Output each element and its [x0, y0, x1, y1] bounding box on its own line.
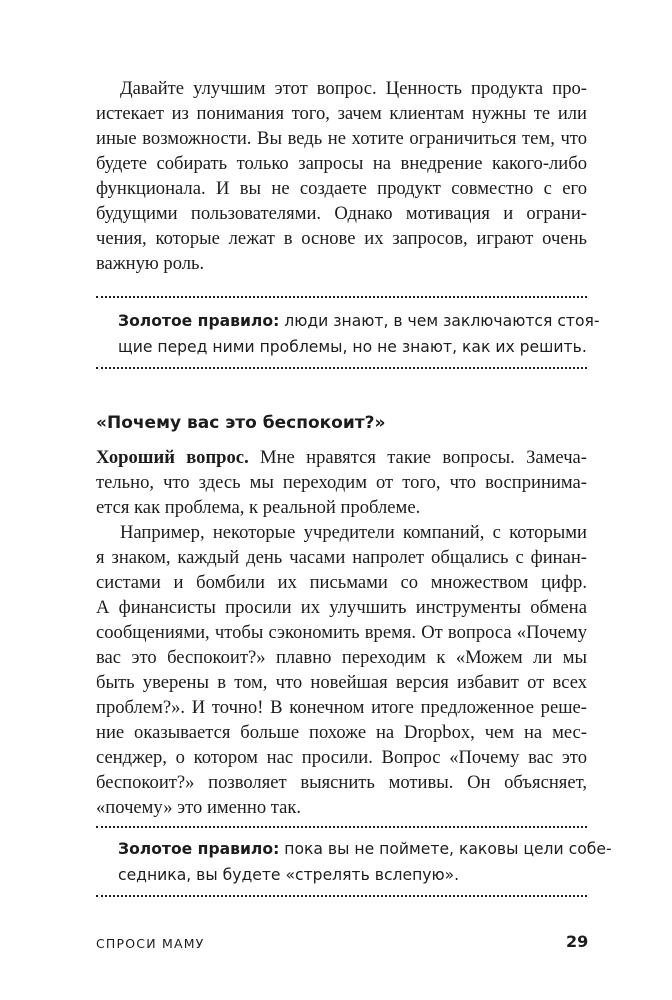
text-line: Например, некоторые учредители компаний, с которыми: [120, 522, 587, 543]
text-line: тельно, что здесь мы переходим от того, что воспринима-: [96, 472, 587, 493]
page-number: 29: [566, 932, 589, 951]
text-line: А финансисты просили их улучшить инструменты обмена: [96, 597, 587, 618]
text-line: я знаком, каждый день часами напролет общались с финан-: [96, 547, 587, 568]
paragraph-label: Хороший вопрос.: [96, 447, 249, 468]
dotted-divider: [96, 296, 587, 298]
dotted-divider: [96, 895, 587, 897]
text-line: будущими пользователями. Однако мотивация и ограни-: [96, 203, 587, 224]
text-line: проблем?». И точно! В конечном итоге предложенное реше-: [96, 697, 587, 718]
text-line: беспокоит?» позволяет выяснить мотивы. Он объясняет,: [96, 772, 587, 793]
dotted-divider: [96, 826, 587, 828]
text-line: истекает из понимания того, зачем клиентам нужны те или: [96, 103, 587, 124]
rule-text-line: щие перед ними проблемы, но не знают, как их решить.: [118, 338, 587, 356]
text-line: сенджер, о котором нас просили. Вопрос «Почему вас это: [96, 747, 587, 768]
text-line: будете собирать только запросы на внедрение какого-либо: [96, 153, 587, 174]
text-line: вас это беспокоит?» плавно переходим к «Можем ли мы: [96, 647, 587, 668]
rule-text-line: [118, 308, 600, 334]
text-line: Давайте улучшим этот вопрос. Ценность продукта про-: [120, 78, 587, 99]
paragraph-text: Мне нравятся такие вопросы. Замеча-: [248, 447, 587, 468]
text-line: систами и бомбили их письмами со множеством цифр.: [96, 572, 587, 593]
rule-text: пока вы не поймете, каковы цели собе-: [279, 840, 612, 858]
rule-text-line: [118, 836, 612, 862]
dotted-divider: [96, 367, 587, 369]
running-footer-title: СПРОСИ МАМУ: [96, 936, 205, 951]
rule-text: люди знают, в чем заключаются стоя-: [279, 312, 600, 330]
text-line: важную роль.: [96, 253, 205, 274]
rule-label: Золотое правило:: [118, 312, 280, 330]
rule-text-line: седника, вы будете «стрелять вслепую».: [118, 866, 460, 884]
text-line: [96, 445, 587, 470]
text-line: чения, которые лежат в основе их запросов, играют очень: [96, 228, 587, 249]
text-line: быть уверены в том, что новейшая версия избавит от всех: [96, 672, 587, 693]
text-line: сообщениями, чтобы сэкономить время. От вопроса «Почему: [96, 622, 587, 643]
text-line: «почему» это именно так.: [96, 797, 302, 818]
text-line: иные возможности. Вы ведь не хотите ограничиться тем, что: [96, 128, 587, 149]
text-line: ние оказывается больше похоже на Dropbox, чем на мес-: [96, 722, 587, 743]
section-heading: «Почему вас это беспокоит?»: [96, 413, 386, 433]
rule-label: Золотое правило:: [118, 840, 280, 858]
text-line: функционала. И вы не создаете продукт совместно с его: [96, 178, 587, 199]
text-line: ется как проблема, к реальной проблеме.: [96, 497, 421, 518]
